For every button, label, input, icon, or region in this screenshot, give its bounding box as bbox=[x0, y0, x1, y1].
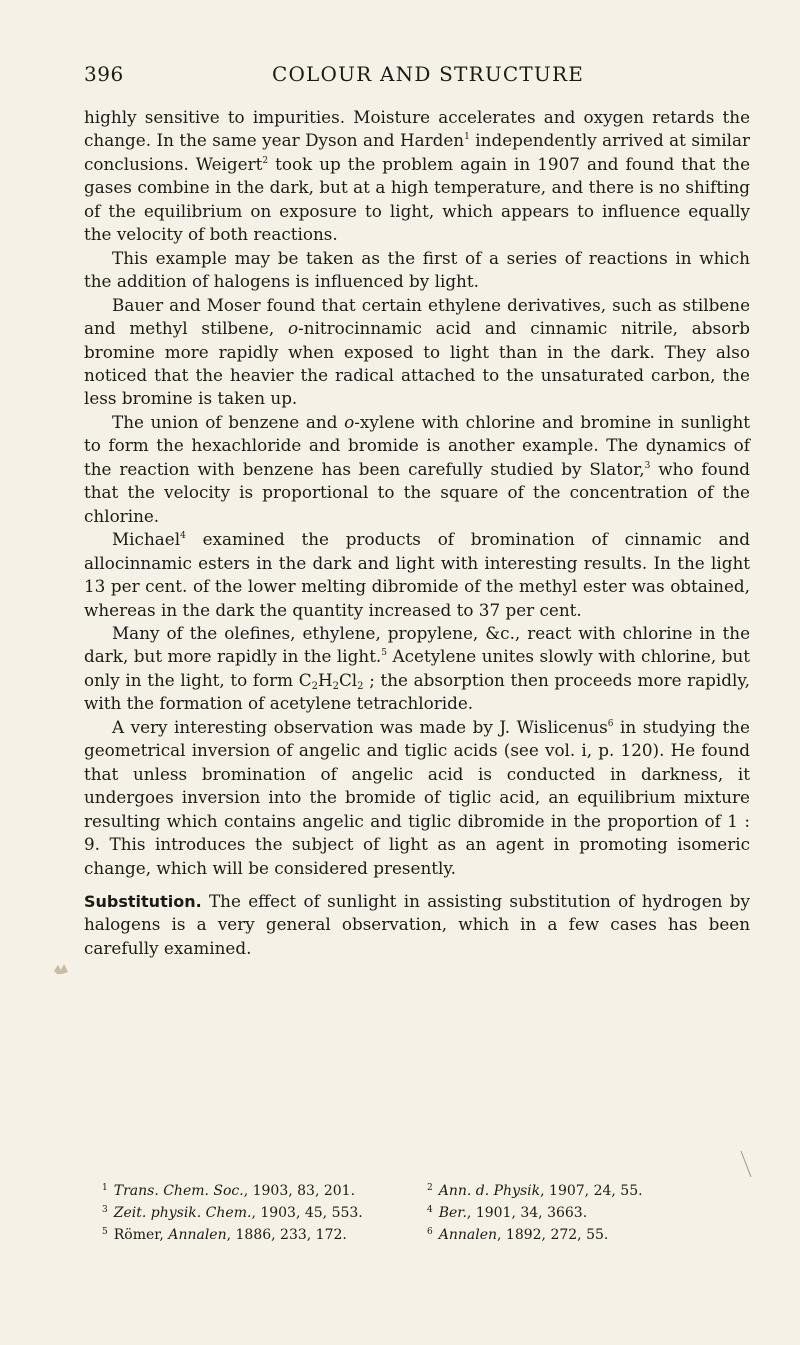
footnote: $^3$ Zeit. physik. Chem., 1903, 45, 553. bbox=[102, 1205, 363, 1221]
footnote: $^5$ Römer, Annalen, 1886, 233, 172. bbox=[102, 1227, 347, 1243]
paragraph: Many of the olefines, ethylene, propylene, &c., react with chlorine in the dark, but more rapidly in the light.$^5$ Acetylene unites slowly with chlorine, but only in the light, to form $C_2H_2Cl_2$ ; the absorption then proceeds more rapidly, with the formation of acetylene tetrachloride. bbox=[84, 622, 750, 714]
footnote-ref: 5 bbox=[381, 648, 388, 659]
paragraph: highly sensitive to impurities. Moisture accelerates and oxygen retards the change. In the same year Dyson and Harden$^1$ independently arrived at similar conclusions. Weigert$^2$ took up the problem again in 1907 and found that the gases combine in the dark, but at a high temperature, and there is no shifting of the equilibrium on exposure to light, which appears to influence equally the velocity of both reactions. bbox=[84, 107, 751, 245]
paragraph-substitution: Substitution. The effect of sunlight in assisting substitution of hydrogen by halogens is a very general observation, which in a few cases has been carefully examined. bbox=[84, 890, 750, 958]
running-title: COLOUR AND STRUCTURE bbox=[271, 62, 585, 86]
footnotes bbox=[102, 1179, 752, 1245]
page-number: 396 bbox=[84, 62, 124, 86]
footnote-ref: 1 bbox=[464, 132, 470, 143]
paragraph: A very interesting observation was made by J. Wislicenus$^6$ in studying the geometrical inversion of angelic and tiglic acids (see vol. i, p. 120). He found that unless bromination of angelic acid is conducted in darkness, it undergoes inversion into the bromide of tiglic acid, an equilibrium mixture resulting which contains angelic and tiglic dibromide in the proportion of 1 : 9. This introduces the subject of light as an agent in promoting isomeric change, which will be considered presently. bbox=[84, 716, 750, 878]
footnote: $^2$ Ann. d. Physik, 1907, 24, 55. bbox=[427, 1183, 643, 1199]
paragraph: Michael$^4$ examined the products of bromination of cinnamic and allocinnamic esters in the dark and light with interesting results. In the light 13 per cent. of the lower melting dibromide of the methyl ester was obtained, whereas in the dark the quantity increased to 37 per cent. bbox=[84, 529, 750, 620]
footnote: $^4$ Ber., 1901, 34, 3663. bbox=[427, 1205, 588, 1221]
footnote: $^1$ Trans. Chem. Soc., 1903, 83, 201. bbox=[102, 1183, 356, 1199]
paragraph: The union of benzene and o-xylene with chlorine and bromine in sunlight to form the hexachloride and bromide is another example. The dynamics of the reaction with benzene has been carefully studied by Slator,$^3$ who found that the velocity is proportional to the square of the concentration of the chlorine. bbox=[84, 411, 750, 526]
margin-tick-icon bbox=[740, 1150, 752, 1178]
footnote-ref: 2 bbox=[262, 155, 269, 166]
footnote: $^6$ Annalen, 1892, 272, 55. bbox=[427, 1227, 609, 1243]
footnote-ref: 3 bbox=[644, 460, 651, 471]
paragraph: Bauer and Moser found that certain ethylene derivatives, such as stilbene and methyl stilbene, o-nitrocinnamic acid and cinnamic nitrile, absorb bromine more rapidly when exposed to light than in the dark. They also noticed that the heavier the radical attached to the unsaturated carbon, the less bromine is taken up. bbox=[84, 294, 750, 409]
page-header bbox=[84, 62, 752, 96]
margin-smudge-icon bbox=[52, 962, 70, 976]
footnote-ref: 6 bbox=[607, 718, 614, 729]
paragraph: This example may be taken as the first of a series of reactions in which the addition of halogens is influenced by light. bbox=[84, 247, 750, 292]
footnote-ref: 4 bbox=[180, 531, 186, 542]
body-text bbox=[84, 106, 750, 960]
section-heading: Substitution. bbox=[84, 891, 202, 911]
